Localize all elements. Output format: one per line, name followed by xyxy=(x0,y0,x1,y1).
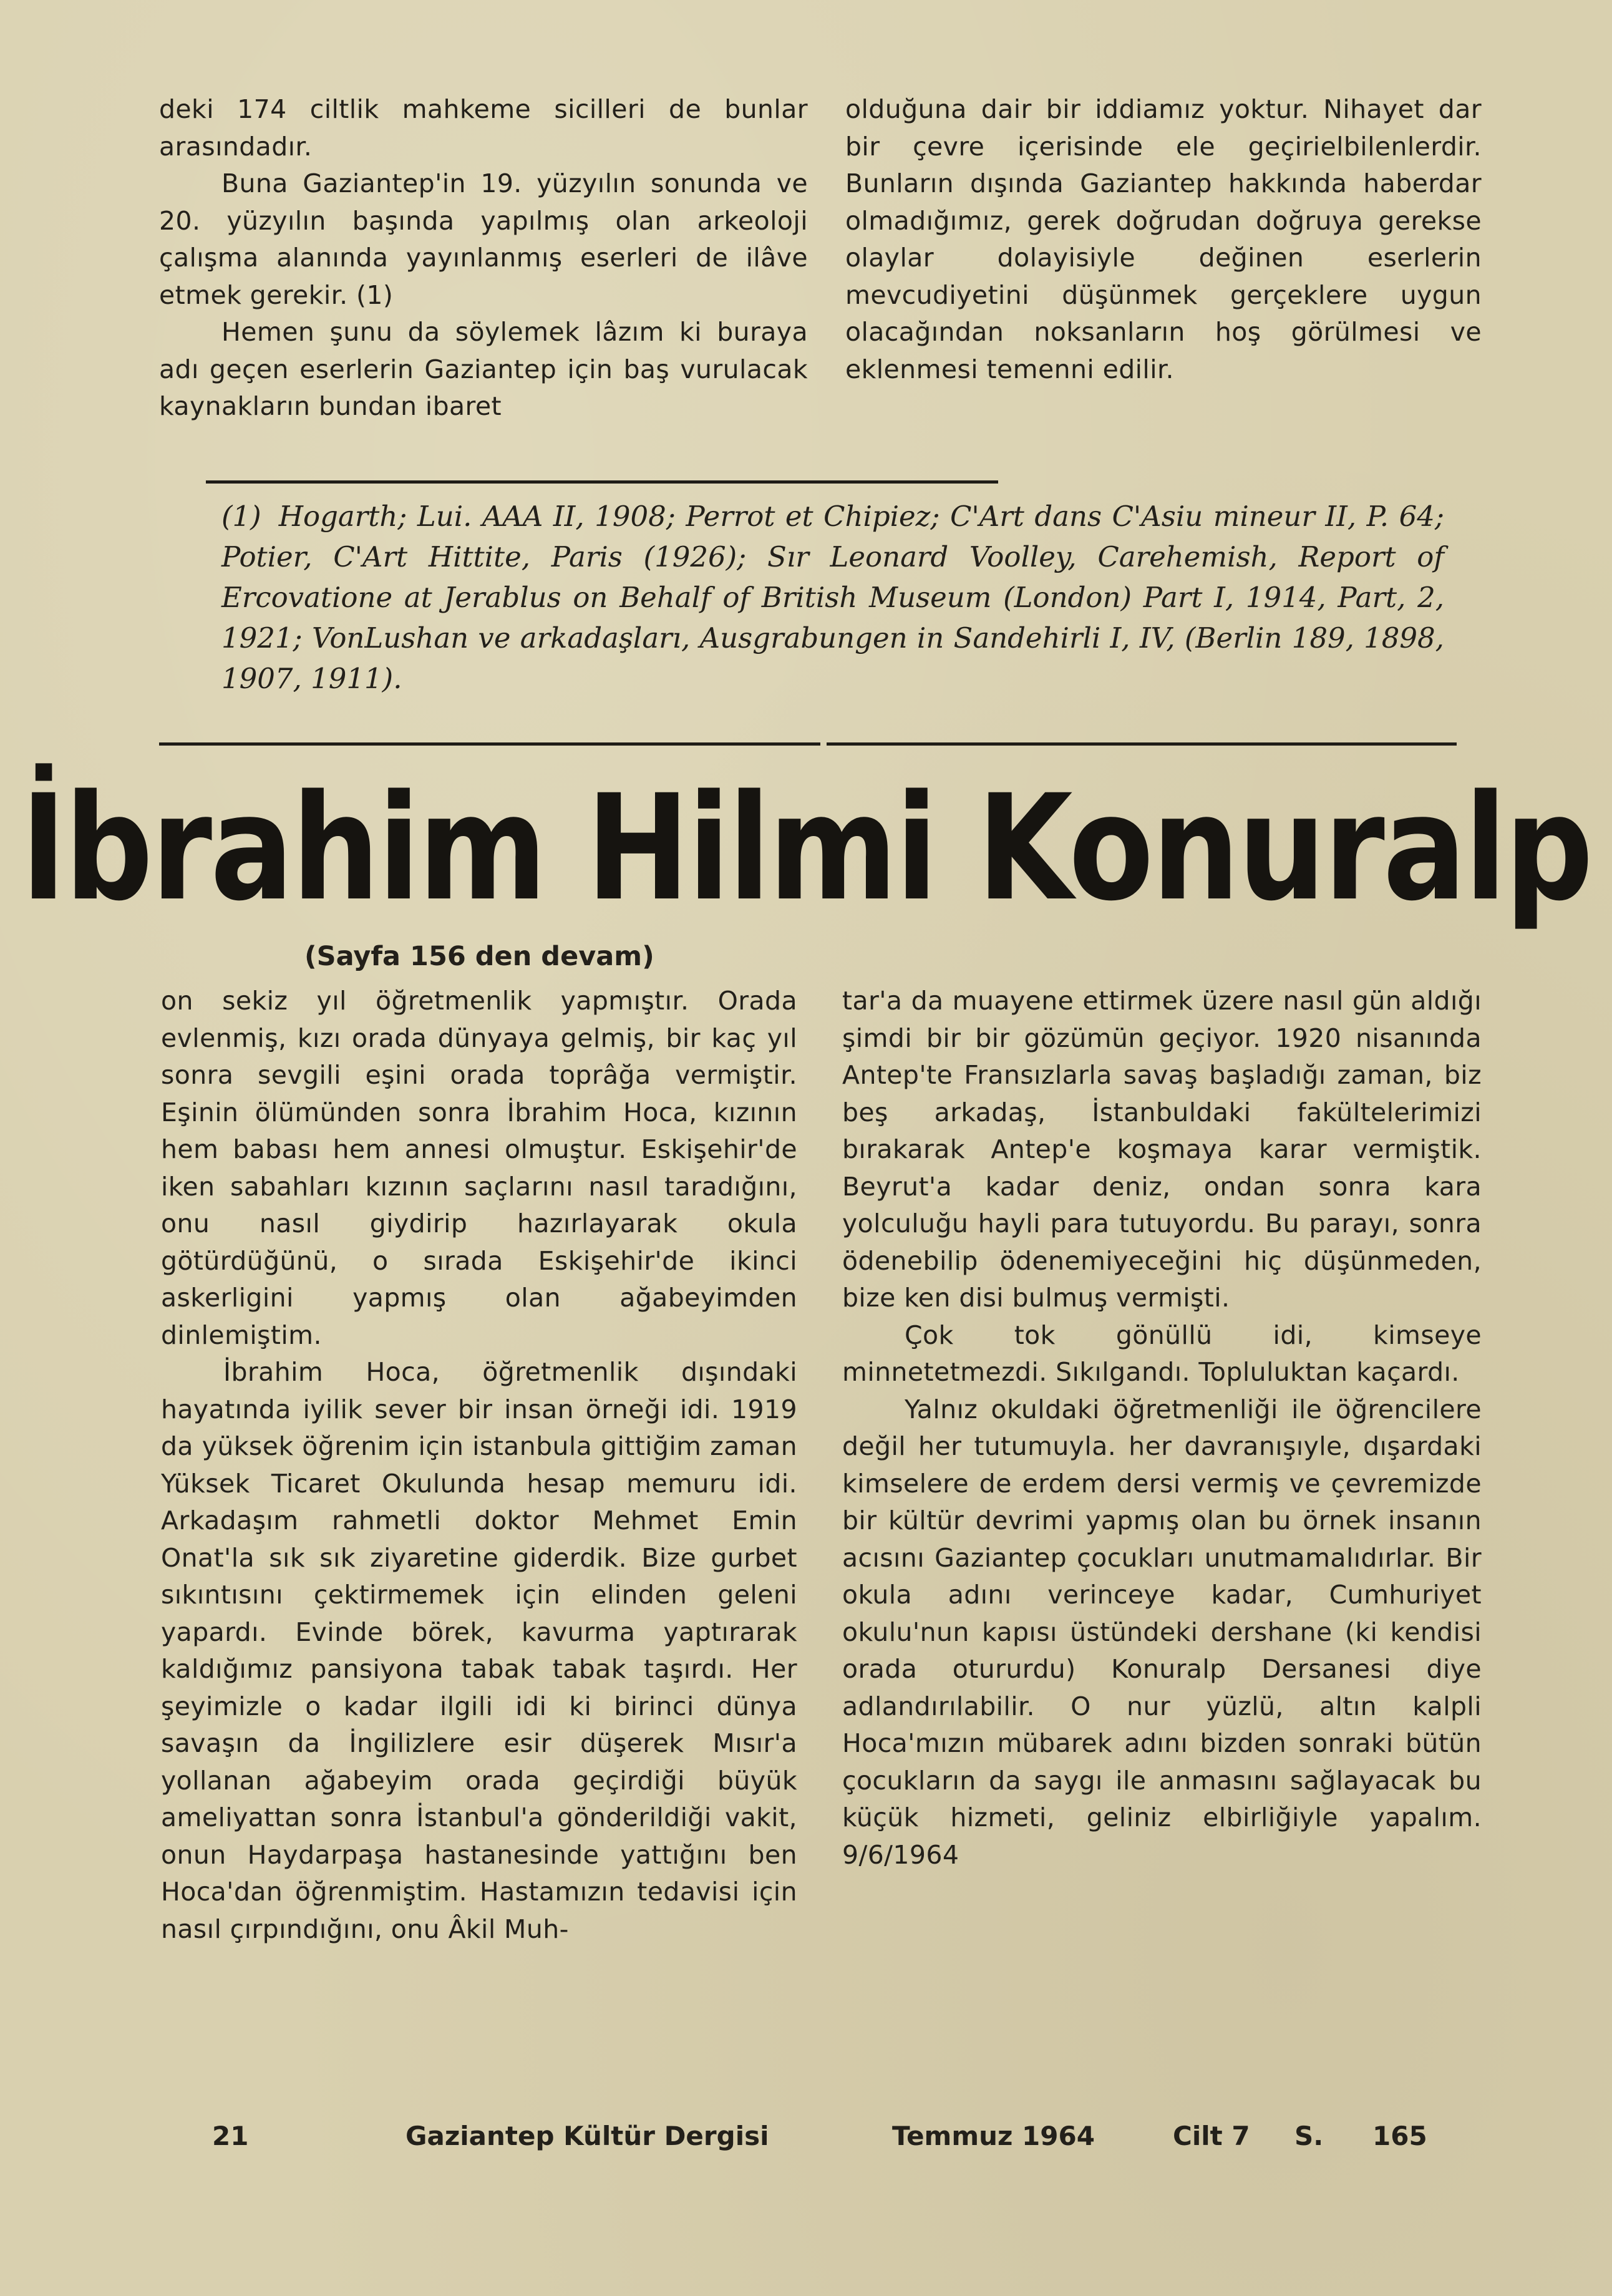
magazine-name: Gaziantep Kültür Dergisi xyxy=(405,2121,769,2151)
paragraph: İbrahim Hoca, öğretmenlik dışındaki hayatında iyilik sever bir insan örneği idi. 1919 da yüksek öğrenim için istanbula gittiğim zaman Yüksek Ticaret Okulunda hesap memuru idi. Arkadaşım rahmetli doktor Mehmet Emin Onat'la sık sık ziyaretine giderdik. Bize gurbet sıkıntısını çektirmemek için elinden geleni yapardı. Evinde börek, kavurma yaptırarak kaldığımız pansiyona tabak tabak taşırdı. Her şeyimizle o kadar ilgili idi ki birinci dünya savaşın da İngilizlere esir düşerek Mısır'a yollanan ağabeyim orada geçirdiği büyük ameliyattan sonra İstanbul'a gönderildiği vakit, onun Haydarpaşa hastanesinde yattığını ben Hoca'dan öğrenmiştim. Hastamızın tedavisi için nasıl çırpındığını, onu Âkil Muh- xyxy=(161,1357,797,1944)
paragraph: Hemen şunu da söylemek lâzım ki buraya adı geçen eserlerin Gaziantep için baş vurulacak kaynakların bundan ibaret xyxy=(159,317,808,421)
paragraph: on sekiz yıl öğretmenlik yapmıştır. Orada evlenmiş, kızı orada dünyaya gelmiş, bir kaç yıl sonra sevgili eşini orada toprâğa vermiştir. Eşinin ölümünden sonra İbrahim Hoca, kızının hem babası hem annesi olmuştur. Eskişehir'de iken sabahları kızının saçlarını nasıl taradığını, onu nasıl giydirip hazırlayarak okula götürdüğünü, o sırada Eskişehir'de ikinci askerligini yapmış olan ağabeyimden dinlemiştim. xyxy=(161,986,797,1350)
article-right-column xyxy=(842,983,1482,1874)
paragraph: olduğuna dair bir iddiamız yoktur. Nihayet dar bir çevre içerisinde ele geçirielbilenlerdir. Bunların dışında Gaziantep hakkında haberdar olmadığımız, gerek doğrudan doğruya gerekse olaylar dolayisiyle değinen eserlerin mevcudiyetini düşünmek gerçeklere uygun olacağından noksanların hoş görülmesi ve eklenmesi temenni edilir. xyxy=(845,94,1482,384)
issue-number: 165 xyxy=(1372,2121,1427,2151)
volume: Cilt 7 xyxy=(1173,2121,1250,2151)
paragraph: Yalnız okuldaki öğretmenliği ile öğrencilere değil her tutumuyla. her davranışıyle, dışardaki kimselere de erdem dersi vermiş ve çevremizde bir kültür devrimi yapmış olan bu örnek insanın acısını Gaziantep çocukları unutmamalıdırlar. Bir okula adını verinceye kadar, Cumhuriyet okulu'nun kapısı üstündeki dershane (ki kendisi orada otururdu) Konuralp Dersanesi diye adlandırılabilir. O nur yüzlü, altın kalpli Hoca'mızın mübarek adını bizden sonraki bütün çocukların da saygı ile anmasını sağlayacak bu küçük hizmeti, geliniz elbirliğiyle yapalım. 9/6/1964 xyxy=(842,1394,1482,1870)
continued-from-note: (Sayfa 156 den devam) xyxy=(304,941,654,972)
footnote-text: Hogarth; Lui. AAA II, 1908; Perrot et Chipiez; C'Art dans C'Asiu mineur II, P. 64; Potier, C'Art Hittite, Paris (1926); Sır Leonard Voolley, Carehemish, Report of Ercovatione at Jerablus on Behalf of British Museum (London) Part I, 1914, Part, 2, 1921; VonLushan ve arkadaşları, Ausgrabungen in Sandehirli I, IV, (Berlin 189, 1898, 1907, 1911). xyxy=(221,500,1444,695)
issue-label: S. xyxy=(1294,2121,1324,2151)
top-left-column xyxy=(159,91,808,426)
paragraph: Buna Gaziantep'in 19. yüzyılın sonunda ve 20. yüzyılın başında yapılmış olan arkeoloji çalışma alanında yayınlanmış eserleri de ilâve etmek gerekir. (1) xyxy=(159,168,808,310)
issue-date: Temmuz 1964 xyxy=(892,2121,1095,2151)
article-title: İbrahim Hilmi Konuralp xyxy=(20,762,1592,933)
title-divider-right xyxy=(827,742,1457,746)
paragraph: tar'a da muayene ettirmek üzere nasıl gün aldığı şimdi bir bir gözümün geçiyor. 1920 nisanında Antep'te Fransızlarla savaş başladığı zaman, biz beş arkadaş, İstanbuldaki fakültelerimizi bırakarak Antep'e koşmaya karar vermiştik. Beyrut'a kadar deniz, ondan sonra kara yolculuğu hayli para tutuyordu. Bu parayı, sonra ödenebilip ödenemiyeceğini hiç düşünmeden, bize ken disi bulmuş vermişti. xyxy=(842,986,1482,1313)
top-right-column xyxy=(845,91,1482,388)
article-left-column xyxy=(161,983,797,1948)
title-divider-left xyxy=(159,742,820,746)
footnote xyxy=(221,496,1444,699)
page-number: 21 xyxy=(212,2121,249,2151)
footnote-divider xyxy=(206,480,998,484)
paragraph: Çok tok gönüllü idi, kimseye minnetetmezdi. Sıkılgandı. Topluluktan kaçardı. xyxy=(842,1320,1482,1387)
paragraph: deki 174 ciltlik mahkeme sicilleri de bunlar arasındadır. xyxy=(159,94,808,162)
footnote-number: (1) xyxy=(221,500,261,533)
